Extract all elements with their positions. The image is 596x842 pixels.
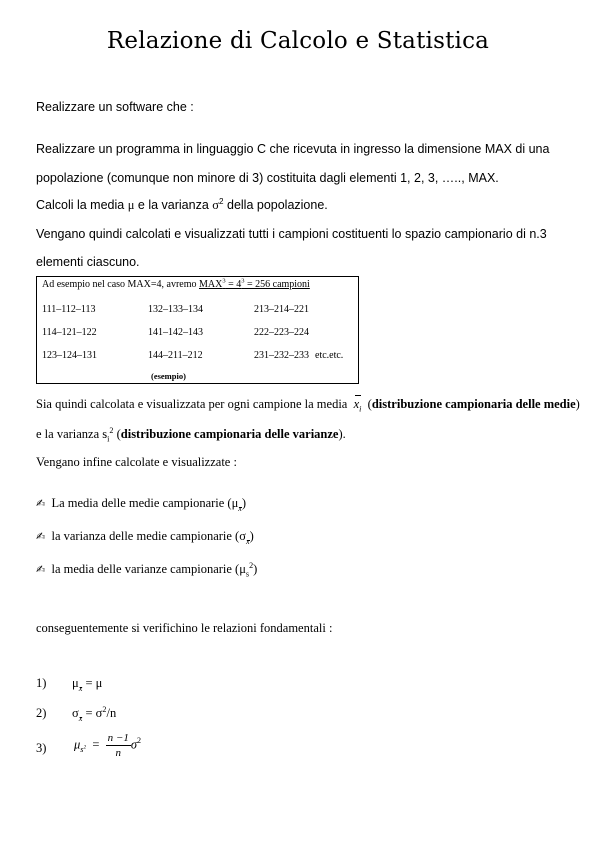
task-line-1: Realizzare un programma in linguaggio C che ricevuta in ingresso la dimensione MAX di una xyxy=(36,142,550,156)
s-subscript: s xyxy=(80,744,84,754)
after-line-2-text: e la varianza s xyxy=(36,427,108,441)
task-line-5: elementi ciascuno. xyxy=(36,255,140,269)
fraction-numerator: n −1 xyxy=(107,732,129,744)
example-max-exp: 3 xyxy=(222,277,226,285)
task-line-3-a: Calcoli la media xyxy=(36,198,128,212)
example-cell: 222–223–224 xyxy=(254,327,309,338)
relation-number: 3) xyxy=(36,741,47,755)
example-count: = 256 campioni xyxy=(244,279,310,290)
relation-exponent: 2 xyxy=(102,704,107,714)
bullet-tail: ) xyxy=(253,562,258,576)
mu-symbol: μ xyxy=(72,676,79,690)
example-heading-a: Ad esempio nel caso MAX=4, avremo xyxy=(42,279,199,290)
s-subscript: i xyxy=(107,434,110,444)
variances-distribution-label: distribuzione campionaria delle varianze xyxy=(120,427,339,441)
example-max: MAX xyxy=(199,279,223,290)
relation-rhs: = μ xyxy=(82,676,103,690)
sigma-symbol: σ xyxy=(130,737,137,752)
relation-1: $\mu_x = \mu$ xyxy=(72,676,103,693)
s-exponent: 2 xyxy=(249,560,254,570)
example-heading-underlined xyxy=(199,279,310,290)
task-line-2: popolazione (comunque non minore di 3) costituita dagli elementi 1, 2, 3, ….., MAX. xyxy=(36,171,499,185)
writing-hand-icon: ✍ xyxy=(36,563,46,576)
example-etc: etc.etc. xyxy=(315,350,344,361)
s-exponent: 2 xyxy=(109,425,114,435)
sigma-symbol: σ xyxy=(212,198,219,212)
example-four: = 4 xyxy=(225,279,242,290)
mu-symbol: μ xyxy=(231,496,239,510)
example-cell: 144–211–212 xyxy=(148,350,203,361)
task-line-3 xyxy=(36,198,328,213)
after-line-1-text: Sia quindi calcolata e visualizzata per ogni campione la media xyxy=(36,397,351,411)
after-line-1: Sia quindi calcolata e visualizzata per ogni campione la media $x_i$ (distribuzione campionaria delle medie) xyxy=(36,397,580,414)
sigma-symbol: σ xyxy=(72,706,79,720)
writing-hand-icon: ✍ xyxy=(36,530,46,543)
intro-text: Realizzare un software che : xyxy=(36,100,194,114)
sigma-exponent: 2 xyxy=(219,196,224,206)
s-subscript: s xyxy=(245,569,250,579)
bullet-item xyxy=(36,562,257,577)
bullet-tail: ) xyxy=(241,496,247,510)
fraction-denominator: n xyxy=(115,747,121,759)
bullet-item: ✍ la varianza delle medie campionarie $(\sigma_x)$ xyxy=(36,529,254,546)
example-four-exp: 3 xyxy=(241,277,245,285)
bullet-item: ✍ La media delle medie campionarie $(\mu_x)$ xyxy=(36,496,247,513)
conclusion-text: conseguentemente si verifichino le relazioni fondamentali : xyxy=(36,621,333,635)
x-letter: x xyxy=(353,397,360,411)
page-title: Relazione di Calcolo e Statistica xyxy=(106,28,490,54)
mu-symbol: μ xyxy=(127,198,135,212)
example-heading xyxy=(42,279,310,290)
sigma-symbol: σ xyxy=(239,529,246,543)
mu-symbol: μ xyxy=(239,562,246,576)
example-cell: 123–124–131 xyxy=(42,350,97,361)
example-cell: 141–142–143 xyxy=(148,327,203,338)
relation-number: 1) xyxy=(36,676,47,690)
mu-symbol: μ xyxy=(74,737,81,752)
relation-2: $\sigma_x = \sigma^2/n$ xyxy=(72,704,117,723)
after-line-2: e la varianza $s_i^2$ (distribuzione campionaria delle varianze). xyxy=(36,425,346,444)
relation-number: 2) xyxy=(36,706,47,720)
example-cell: 111–112–113 xyxy=(42,304,96,315)
means-distribution-label: distribuzione campionaria delle medie xyxy=(371,397,576,411)
example-cell: 132–133–134 xyxy=(148,304,203,315)
fraction xyxy=(106,731,131,760)
example-cell: 231–232–233 xyxy=(254,350,309,361)
bullet-text: la media delle varianze campionarie ( xyxy=(51,562,240,576)
sample-mean-symbol xyxy=(354,397,362,412)
writing-hand-icon: ✍ xyxy=(36,497,46,510)
task-line-4: Vengano quindi calcolati e visualizzati tutti i campioni costituenti lo spazio campionario di n.3 xyxy=(36,227,547,241)
example-box xyxy=(36,276,359,384)
task-line-3-c: della popolazione. xyxy=(223,198,328,212)
relation-rhs: = σ xyxy=(82,706,103,720)
equals-sign: = xyxy=(92,737,100,752)
relation-3 xyxy=(74,731,141,760)
relation-tail: /n xyxy=(106,706,117,720)
task-line-3-b: e la varianza xyxy=(134,198,213,212)
bullet-text: La media delle medie campionarie ( xyxy=(51,496,232,510)
sigma-exponent: 2 xyxy=(137,736,142,746)
example-caption: (esempio) xyxy=(151,371,186,381)
example-cell: 213–214–221 xyxy=(254,304,309,315)
bullet-tail: ) xyxy=(249,529,254,543)
x-subscript: i xyxy=(359,404,362,414)
after-line-3: Vengano infine calcolate e visualizzate : xyxy=(36,455,237,469)
example-cell: 114–121–122 xyxy=(42,327,97,338)
s-exponent: 2 xyxy=(83,744,87,751)
bullet-text: la varianza delle medie campionarie ( xyxy=(51,529,240,543)
